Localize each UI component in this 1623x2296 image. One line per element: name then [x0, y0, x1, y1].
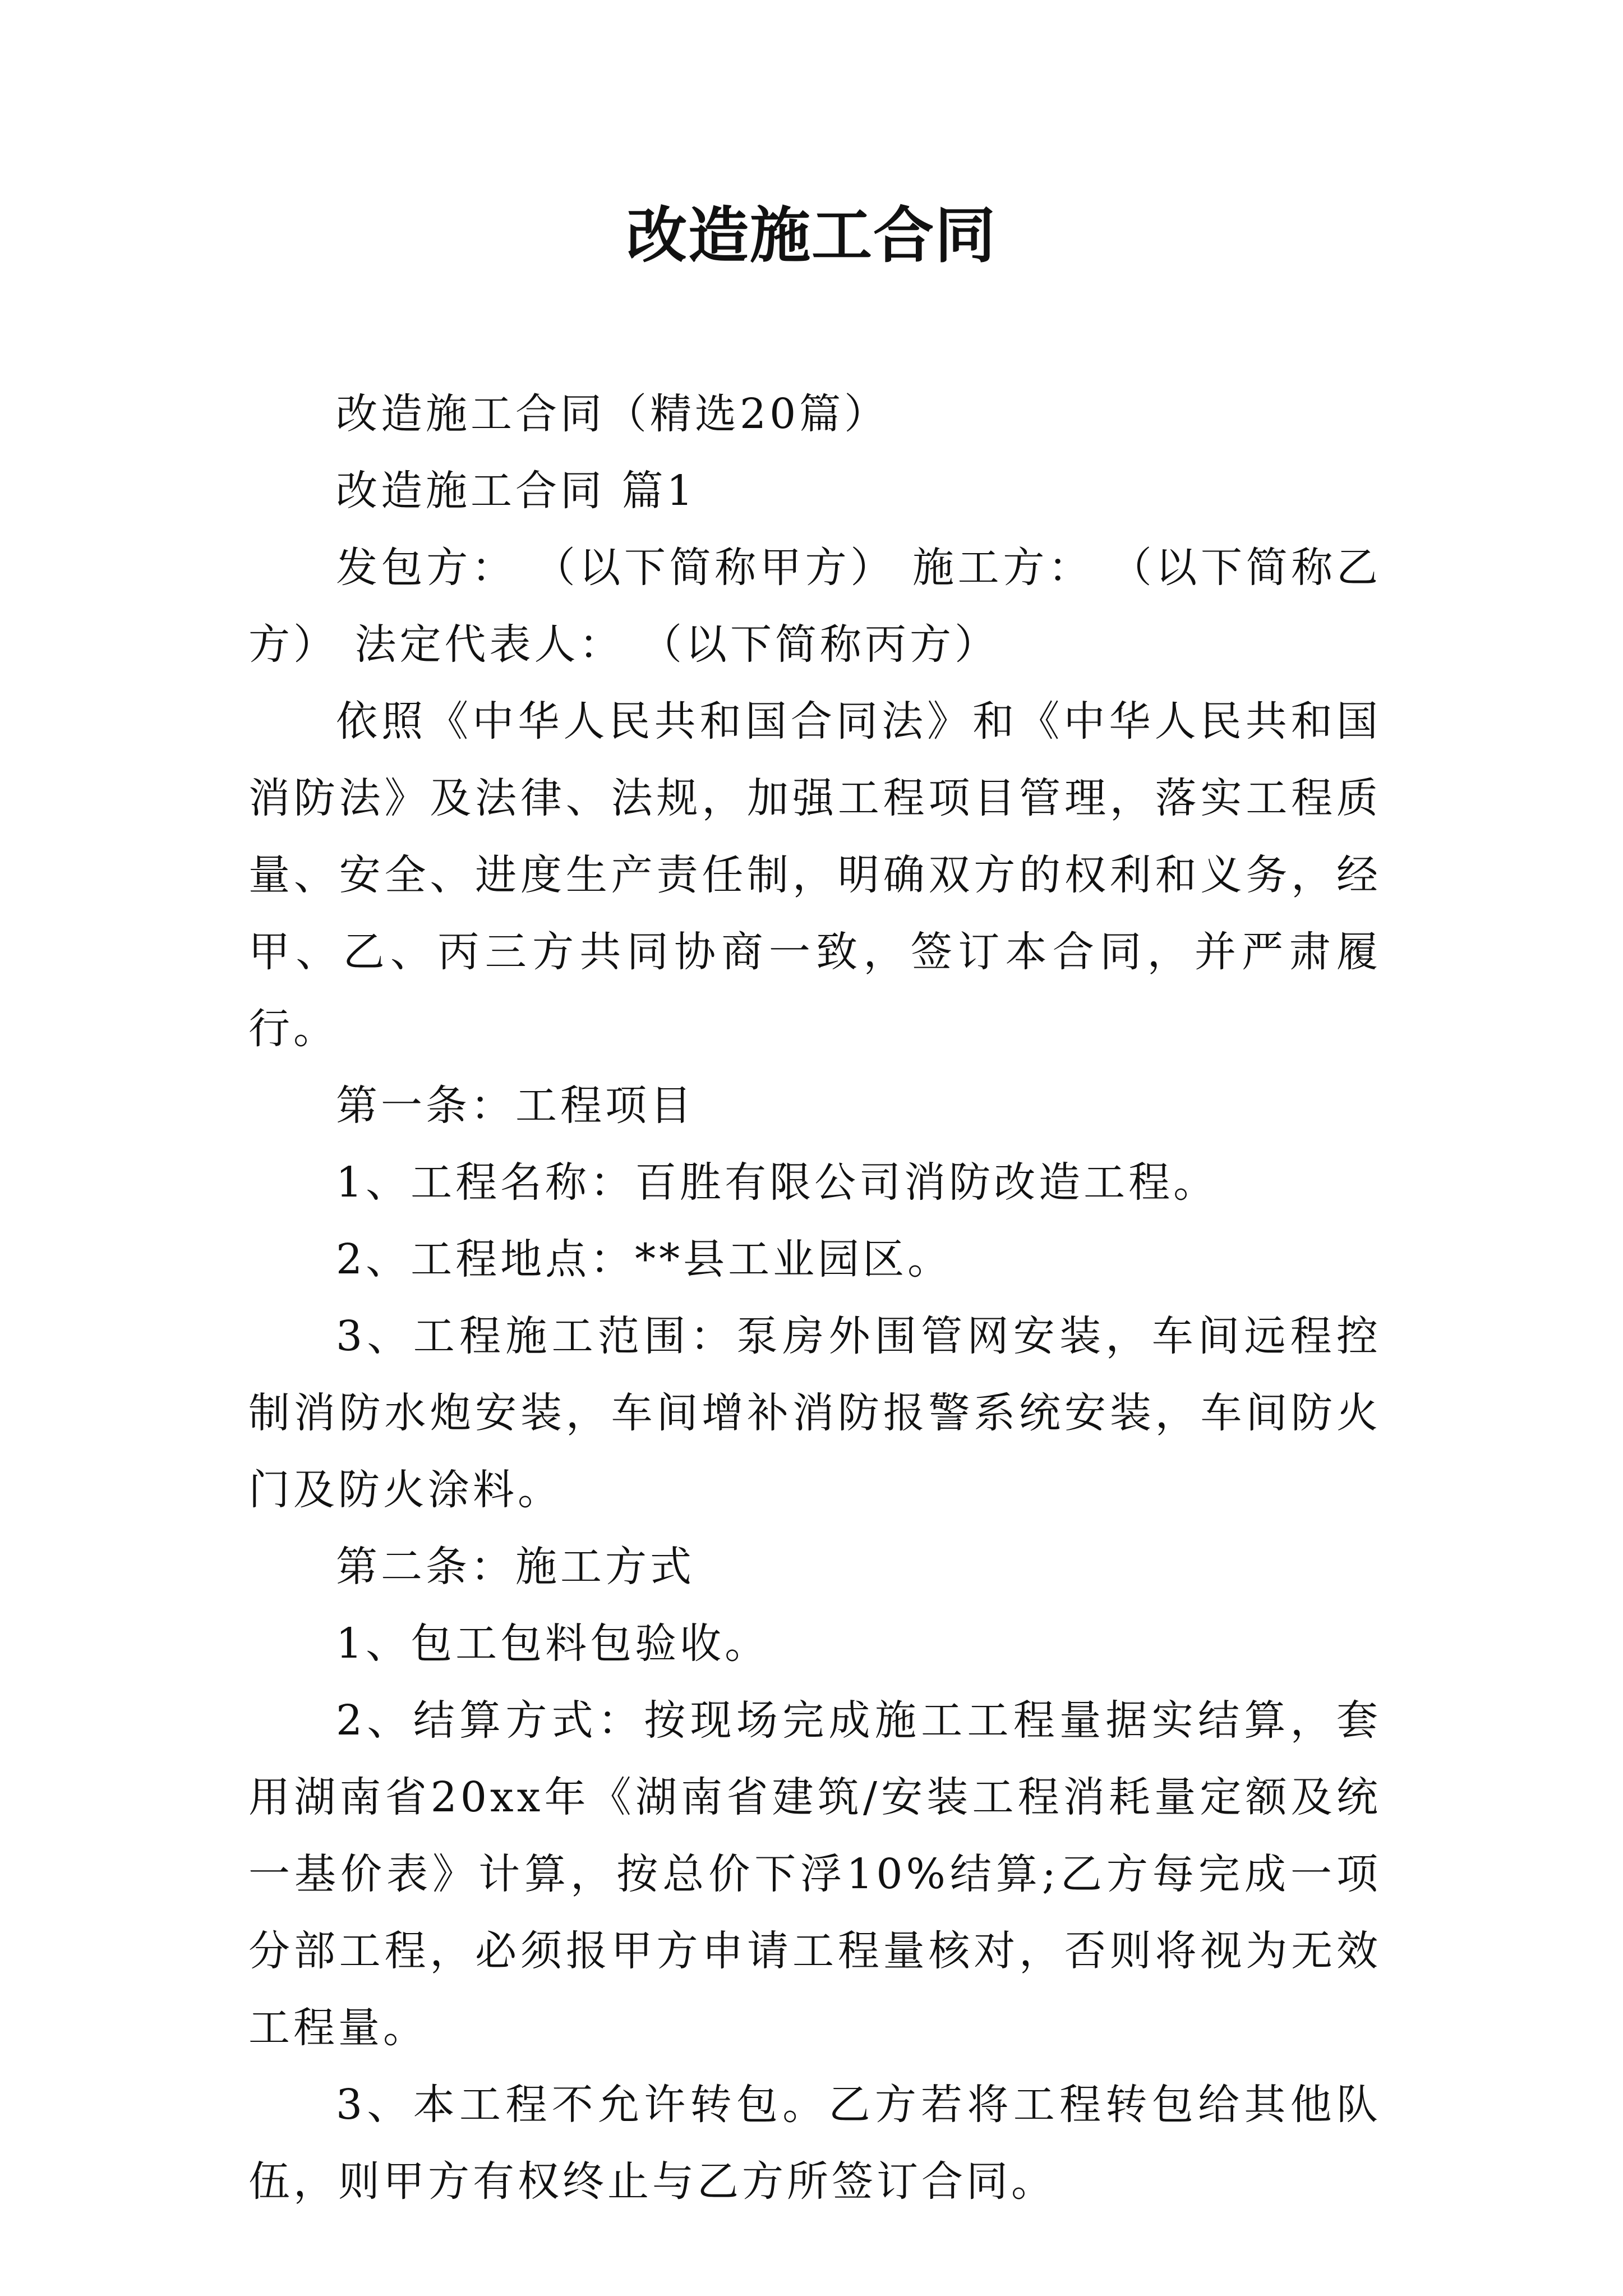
- article-two-item-2: 2、结算方式：按现场完成施工工程量据实结算，套用湖南省20xx年《湖南省建筑/安装工程消耗量定额及统一基价表》计算，按总价下浮10%结算;乙方每完成一项分部工程，必须报甲方申请工程量核对，否则将视为无效工程量。: [248, 1696, 1381, 2052]
- article-two-heading: 第二条：施工方式: [336, 1543, 695, 1591]
- article-one-item-1: 1、工程名称：百胜有限公司消防改造工程。: [336, 1158, 1219, 1207]
- document-title: 改造施工合同: [626, 200, 997, 271]
- paragraph-subtitle: 改造施工合同（精选20篇）: [336, 390, 889, 438]
- article-two-item-3: 3、本工程不允许转包。乙方若将工程转包给其他队伍，则甲方有权终止与乙方所签订合同。: [248, 2081, 1381, 2206]
- article-two-item-1: 1、包工包料包验收。: [336, 1619, 770, 1668]
- paragraph-parties: 发包方： （以下简称甲方） 施工方： （以下简称乙方） 法定代表人： （以下简称丙方）: [248, 544, 1381, 669]
- paragraph-chapter-heading: 改造施工合同 篇1: [336, 467, 697, 515]
- article-one-item-2: 2、工程地点：**县工业园区。: [336, 1235, 953, 1283]
- article-one-item-3: 3、工程施工范围：泵房外围管网安装，车间远程控制消防水炮安装，车间增补消防报警系统安装，车间防火门及防火涂料。: [248, 1312, 1381, 1514]
- paragraph-preamble: 依照《中华人民共和国合同法》和《中华人民共和国消防法》及法律、法规，加强工程项目管理，落实工程质量、安全、进度生产责任制，明确双方的权利和义务，经甲、乙、丙三方共同协商一致，签订本合同，并严肃履行。: [248, 697, 1381, 1053]
- article-one-heading: 第一条：工程项目: [336, 1082, 695, 1130]
- document-body: [248, 376, 1381, 2220]
